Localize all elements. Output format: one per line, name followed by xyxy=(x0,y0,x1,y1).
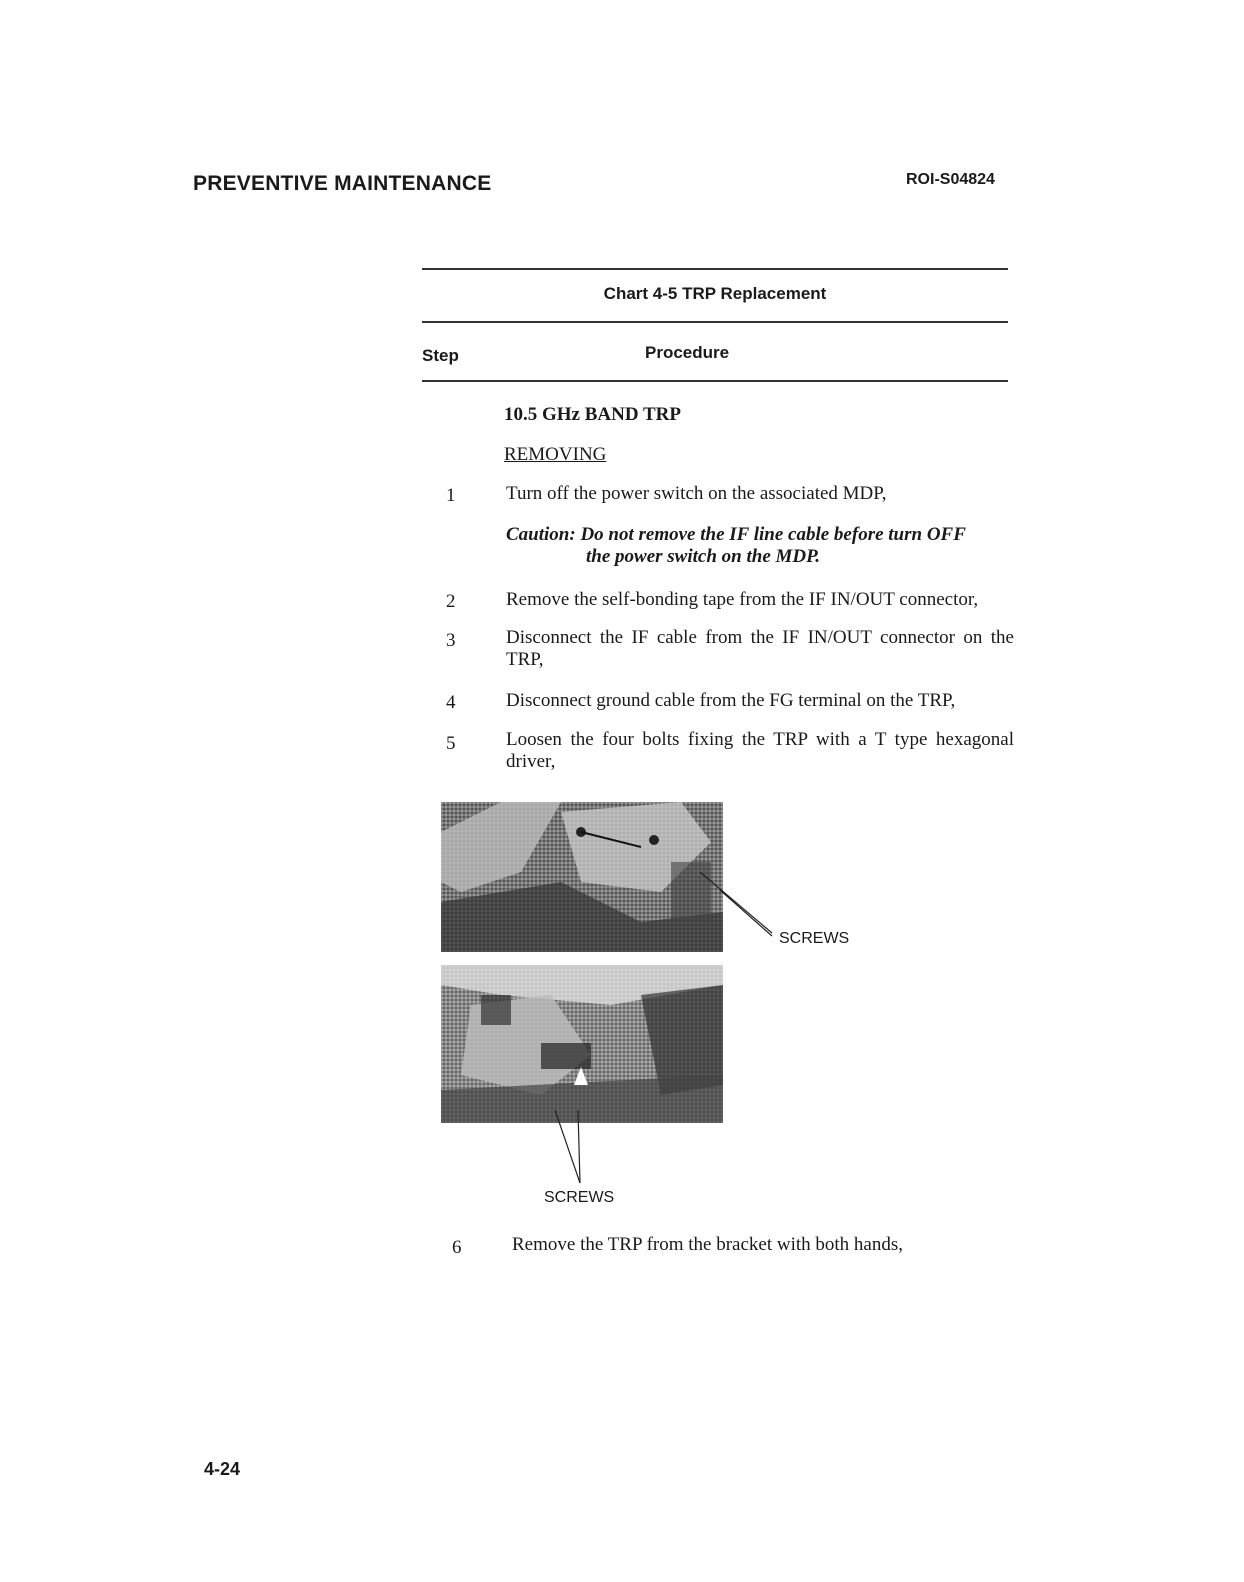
caution-line-1: Caution: Do not remove the IF line cable before turn OFF xyxy=(506,524,966,545)
step-text: Turn off the power switch on the associated MDP, xyxy=(506,483,887,504)
step-text: Loosen the four bolts fixing the TRP with a T type hexagonal driver, xyxy=(506,729,1014,772)
step-number: 3 xyxy=(446,630,456,651)
step-number: 2 xyxy=(446,591,456,612)
column-header-procedure: Procedure xyxy=(645,343,730,362)
page-header-title: PREVENTIVE MAINTENANCE xyxy=(193,172,492,195)
subsection-heading: REMOVING xyxy=(504,444,607,465)
page-number: 4-24 xyxy=(204,1459,241,1479)
document-number: ROI-S04824 xyxy=(906,171,995,188)
step-text: Remove the TRP from the bracket with both hands, xyxy=(512,1234,904,1255)
caution-line-2: the power switch on the MDP. xyxy=(586,546,821,567)
column-header-step: Step xyxy=(422,346,459,365)
step-number: 1 xyxy=(446,485,456,506)
step-number: 6 xyxy=(452,1237,462,1258)
chart-title: Chart 4-5 TRP Replacement xyxy=(603,284,827,303)
callout-screws-top: SCREWS xyxy=(779,930,850,947)
callout-screws-bottom: SCREWS xyxy=(544,1189,615,1206)
step-text: Disconnect ground cable from the FG terminal on the TRP, xyxy=(506,690,956,711)
step-text: Remove the self-bonding tape from the IF IN/OUT connector, xyxy=(506,589,979,610)
section-heading: 10.5 GHz BAND TRP xyxy=(504,404,681,425)
step-text: Disconnect the IF cable from the IF IN/OUT connector on the TRP, xyxy=(506,627,1014,670)
step-number: 5 xyxy=(446,733,456,754)
step-number: 4 xyxy=(446,692,456,713)
